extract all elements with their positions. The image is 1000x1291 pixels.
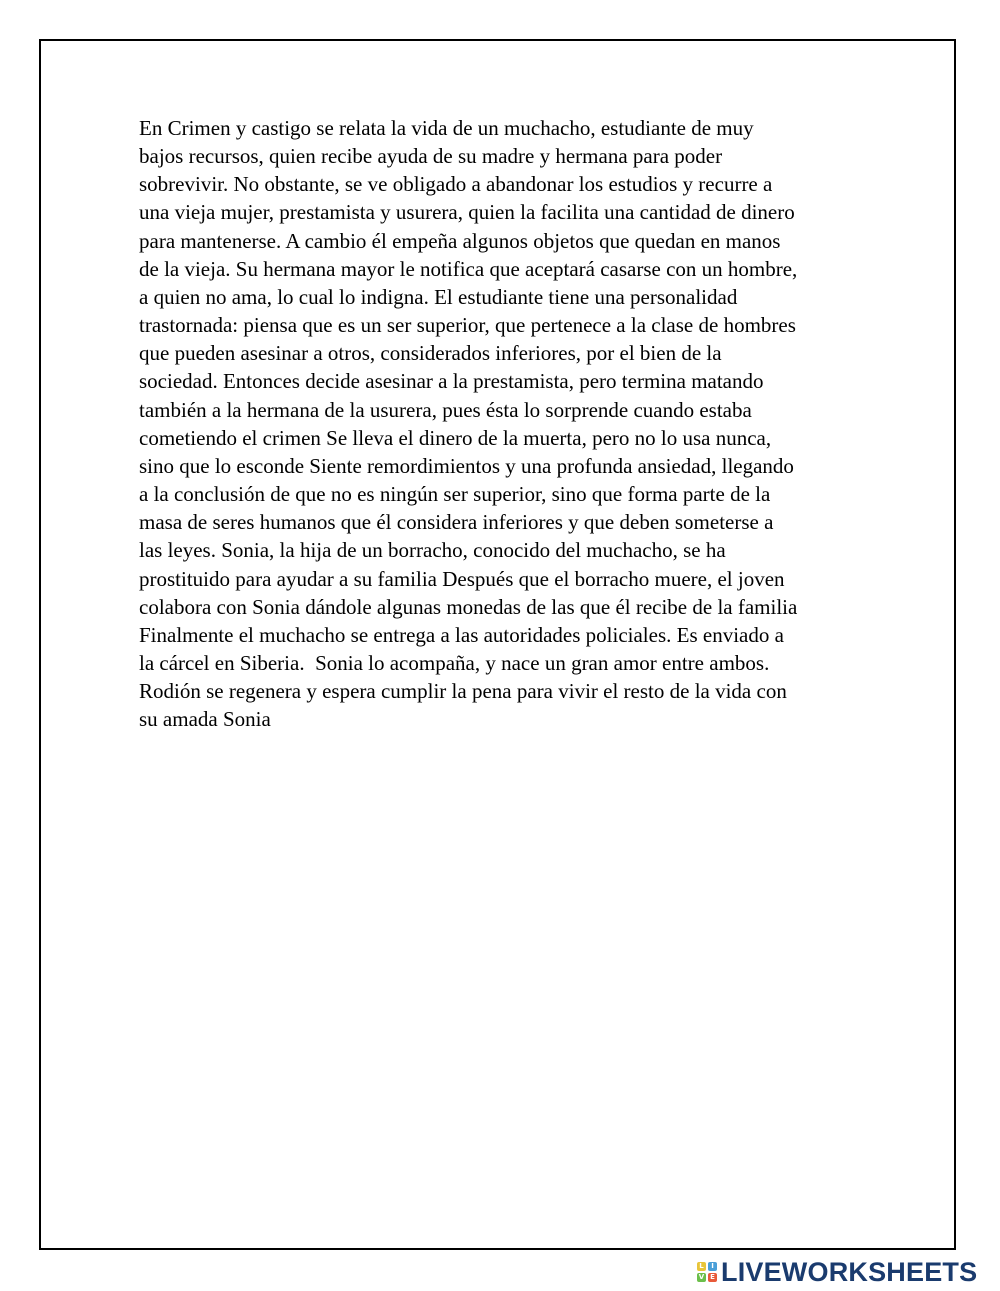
paragraph-line: sino que lo esconde Siente remordimientos y una profunda ansiedad, llegando (139, 453, 794, 478)
paragraph-line: masa de seres humanos que él considera inferiores y que deben someterse a (139, 510, 774, 535)
paragraph-line: cometiendo el crimen Se lleva el dinero de la muerta, pero no lo usa nunca, (139, 425, 772, 450)
paragraph-line: su amada Sonia (139, 707, 271, 732)
paragraph-line: En Crimen y castigo se relata la vida de un muchacho, estudiante de muy (139, 116, 754, 140)
brand-name: LIVEWORKSHEETS (721, 1256, 978, 1287)
logo-letter: V (698, 1273, 705, 1281)
logo-letter: E (708, 1273, 717, 1282)
paragraph-line: prostituido para ayudar a su familia Después que el borracho muere, el joven (139, 566, 785, 591)
logo-letter: L (697, 1262, 706, 1271)
paragraph-line: Finalmente el muchacho se entrega a las autoridades policiales. Es enviado a (139, 622, 784, 647)
paragraph-line: que pueden asesinar a otros, considerados inferiores, por el bien de la (139, 341, 722, 366)
paragraph-line: para mantenerse. A cambio él empeña algunos objetos que quedan en manos (139, 228, 781, 253)
paragraph-line: colabora con Sonia dándole algunas monedas de las que él recibe de la familia (139, 594, 798, 619)
paragraph-line: una vieja mujer, prestamista y usurera, quien la facilita una cantidad de dinero (139, 200, 795, 225)
paragraph-line: Rodión se regenera y espera cumplir la pena para vivir el resto de la vida con (139, 679, 787, 704)
paragraph-line: bajos recursos, quien recibe ayuda de su madre y hermana para poder (139, 144, 723, 169)
story-summary-paragraph (139, 114, 869, 733)
paragraph-line: también a la hermana de la usurera, pues ésta lo sorprende cuando estaba (139, 397, 752, 422)
paragraph-line: trastornada: piensa que es un ser superior, que pertenece a la clase de hombres (139, 313, 796, 338)
paragraph-line: sobrevivir. No obstante, se ve obligado a abandonar los estudios y recurre a (139, 172, 773, 197)
paragraph-line: las leyes. Sonia, la hija de un borracho, conocido del muchacho, se ha (139, 538, 726, 563)
paragraph-line: la cárcel en Siberia. Sonia lo acompaña, y nace un gran amor entre ambos. (139, 650, 770, 675)
paragraph-line: a la conclusión de que no es ningún ser superior, sino que forma parte de la (139, 482, 771, 507)
paragraph-line: a quien no ama, lo cual lo indigna. El estudiante tiene una personalidad (139, 284, 738, 309)
paragraph-line: sociedad. Entonces decide asesinar a la prestamista, pero termina matando (139, 369, 764, 394)
paragraph-line: de la vieja. Su hermana mayor le notifica que aceptará casarse con un hombre, (139, 256, 798, 281)
liveworksheets-logo (697, 1258, 977, 1286)
logo-mark-icon (697, 1262, 717, 1282)
logo-letter: I (708, 1262, 717, 1271)
